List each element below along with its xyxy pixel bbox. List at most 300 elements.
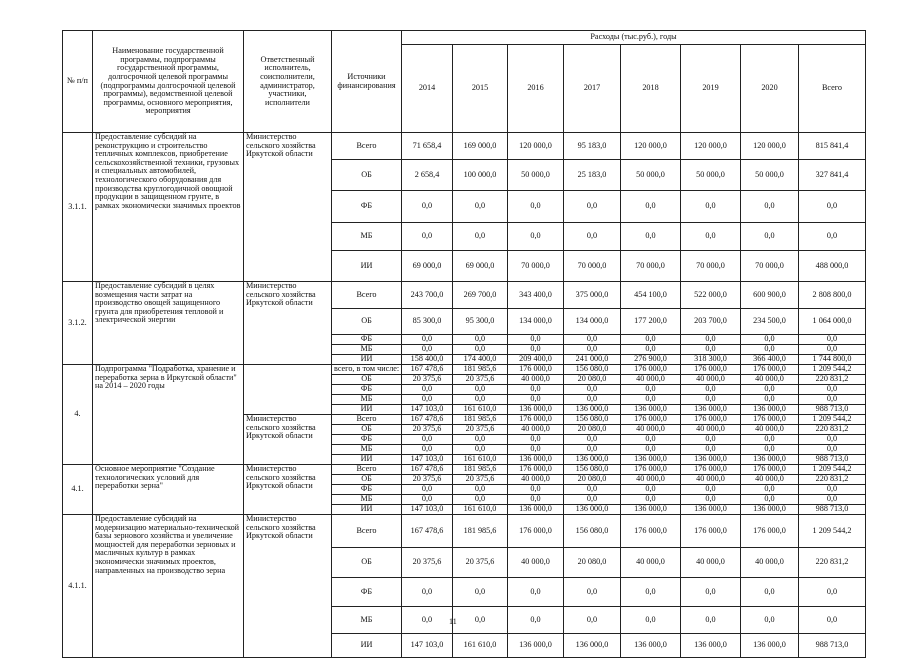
amount-cell: 0,0 — [681, 435, 741, 445]
amount-cell: 0,0 — [621, 607, 681, 634]
amount-cell: 40 000,0 — [741, 548, 799, 578]
amount-cell: 176 000,0 — [621, 365, 681, 375]
funding-source: ФБ — [332, 191, 402, 223]
funding-source: ФБ — [332, 435, 402, 445]
amount-cell: 40 000,0 — [508, 548, 564, 578]
funding-source: МБ — [332, 607, 402, 634]
amount-cell: 136 000,0 — [564, 405, 621, 415]
amount-cell: 241 000,0 — [564, 355, 621, 365]
amount-cell: 95 183,0 — [564, 133, 621, 160]
funding-source: ИИ — [332, 455, 402, 465]
funding-source: ИИ — [332, 251, 402, 282]
amount-cell: 0,0 — [402, 495, 453, 505]
amount-total: 0,0 — [799, 395, 866, 405]
header-year: 2020 — [741, 45, 799, 133]
amount-cell: 0,0 — [453, 345, 508, 355]
amount-cell: 136 000,0 — [681, 505, 741, 515]
header-year: 2014 — [402, 45, 453, 133]
header-year: 2016 — [508, 45, 564, 133]
funding-source: ОБ — [332, 375, 402, 385]
amount-total: 1 209 544,2 — [799, 465, 866, 475]
funding-source: ФБ — [332, 385, 402, 395]
amount-cell: 147 103,0 — [402, 634, 453, 658]
amount-cell: 120 000,0 — [621, 133, 681, 160]
amount-cell: 20 080,0 — [564, 475, 621, 485]
amount-total: 2 808 800,0 — [799, 282, 866, 309]
amount-cell: 0,0 — [741, 578, 799, 607]
funding-source: ИИ — [332, 355, 402, 365]
amount-cell: 0,0 — [508, 445, 564, 455]
amount-cell: 158 400,0 — [402, 355, 453, 365]
amount-cell: 70 000,0 — [508, 251, 564, 282]
amount-cell: 0,0 — [402, 607, 453, 634]
amount-cell: 0,0 — [741, 345, 799, 355]
amount-cell: 0,0 — [402, 395, 453, 405]
amount-cell: 0,0 — [453, 445, 508, 455]
amount-cell: 0,0 — [741, 385, 799, 395]
amount-cell: 40 000,0 — [508, 375, 564, 385]
amount-cell: 167 478,6 — [402, 465, 453, 475]
amount-cell: 0,0 — [508, 578, 564, 607]
amount-cell: 181 985,6 — [453, 415, 508, 425]
header-name: Наименование государственной программы, подпрограммы государственной программы, долгосрочной целевой программы (подпрограммы долгосрочной целевой программы), ведомственной целевой программы, основного мероприятия, мероприятия — [93, 31, 244, 133]
amount-cell: 176 000,0 — [508, 365, 564, 375]
amount-cell: 40 000,0 — [621, 375, 681, 385]
amount-cell: 0,0 — [402, 445, 453, 455]
amount-cell: 176 000,0 — [681, 415, 741, 425]
funding-source: ФБ — [332, 578, 402, 607]
amount-cell: 0,0 — [621, 435, 681, 445]
amount-cell: 71 658,4 — [402, 133, 453, 160]
funding-source: ФБ — [332, 335, 402, 345]
amount-cell: 0,0 — [741, 445, 799, 455]
amount-cell: 176 000,0 — [741, 515, 799, 548]
amount-cell: 134 000,0 — [564, 309, 621, 335]
amount-cell: 366 400,0 — [741, 355, 799, 365]
amount-cell: 0,0 — [741, 495, 799, 505]
amount-cell: 0,0 — [564, 578, 621, 607]
amount-cell: 40 000,0 — [681, 375, 741, 385]
header-num: № п/п — [63, 31, 93, 133]
amount-cell: 0,0 — [508, 435, 564, 445]
amount-cell: 136 000,0 — [621, 634, 681, 658]
amount-cell: 318 300,0 — [681, 355, 741, 365]
funding-source: ИИ — [332, 405, 402, 415]
amount-cell: 40 000,0 — [741, 375, 799, 385]
amount-cell: 0,0 — [453, 435, 508, 445]
amount-cell: 50 000,0 — [621, 160, 681, 191]
amount-cell: 0,0 — [508, 223, 564, 251]
header-row — [63, 31, 866, 45]
amount-total: 0,0 — [799, 223, 866, 251]
budget-table — [62, 30, 866, 658]
header-funding-source: Источники финансирования — [332, 31, 402, 133]
amount-cell: 161 610,0 — [453, 405, 508, 415]
item-description: Основное мероприятие "Создание технологических условий для переработки зерна" — [93, 465, 244, 515]
amount-total: 0,0 — [799, 495, 866, 505]
amount-cell: 0,0 — [621, 345, 681, 355]
header-year: 2017 — [564, 45, 621, 133]
amount-cell: 0,0 — [681, 495, 741, 505]
amount-cell: 0,0 — [681, 335, 741, 345]
amount-total: 988 713,0 — [799, 455, 866, 465]
table-row — [63, 282, 866, 309]
amount-cell: 0,0 — [402, 435, 453, 445]
amount-cell: 0,0 — [402, 578, 453, 607]
amount-cell: 0,0 — [621, 191, 681, 223]
amount-cell: 343 400,0 — [508, 282, 564, 309]
amount-cell: 136 000,0 — [741, 455, 799, 465]
amount-cell: 0,0 — [453, 223, 508, 251]
amount-cell: 176 000,0 — [741, 465, 799, 475]
amount-cell: 0,0 — [402, 345, 453, 355]
amount-cell: 0,0 — [402, 335, 453, 345]
amount-cell: 156 080,0 — [564, 415, 621, 425]
amount-cell: 0,0 — [453, 578, 508, 607]
amount-cell: 0,0 — [564, 345, 621, 355]
item-number: 4.1. — [63, 465, 93, 515]
amount-cell: 156 080,0 — [564, 365, 621, 375]
amount-total: 1 209 544,2 — [799, 515, 866, 548]
amount-cell: 136 000,0 — [564, 634, 621, 658]
amount-total: 488 000,0 — [799, 251, 866, 282]
amount-total: 0,0 — [799, 445, 866, 455]
amount-cell: 243 700,0 — [402, 282, 453, 309]
table-row — [63, 515, 866, 548]
amount-cell: 147 103,0 — [402, 505, 453, 515]
amount-cell: 176 000,0 — [508, 465, 564, 475]
amount-cell: 0,0 — [681, 578, 741, 607]
amount-cell: 136 000,0 — [621, 405, 681, 415]
funding-source: ОБ — [332, 548, 402, 578]
amount-cell: 136 000,0 — [681, 405, 741, 415]
amount-total: 220 831,2 — [799, 425, 866, 435]
amount-cell: 120 000,0 — [681, 133, 741, 160]
amount-cell: 234 500,0 — [741, 309, 799, 335]
amount-cell: 25 183,0 — [564, 160, 621, 191]
amount-cell: 0,0 — [741, 607, 799, 634]
amount-cell: 161 610,0 — [453, 455, 508, 465]
amount-cell: 176 000,0 — [621, 415, 681, 425]
item-description: Предоставление субсидий на модернизацию материально-технической базы зернового хозяйства и увеличение мощностей для переработки зерновых и масличных культур в рамках экономически значимых проектов, направленных на производство зерна — [93, 515, 244, 658]
amount-cell: 0,0 — [681, 485, 741, 495]
funding-source: ОБ — [332, 160, 402, 191]
funding-source: МБ — [332, 445, 402, 455]
amount-cell: 20 080,0 — [564, 548, 621, 578]
amount-total: 988 713,0 — [799, 405, 866, 415]
amount-cell: 0,0 — [564, 435, 621, 445]
amount-cell: 69 000,0 — [402, 251, 453, 282]
amount-cell: 0,0 — [621, 485, 681, 495]
amount-total: 1 209 544,2 — [799, 365, 866, 375]
amount-total: 0,0 — [799, 335, 866, 345]
item-executor: Министерство сельского хозяйства Иркутской области — [244, 515, 332, 658]
amount-cell: 0,0 — [621, 395, 681, 405]
amount-cell: 20 080,0 — [564, 375, 621, 385]
amount-cell: 176 000,0 — [508, 515, 564, 548]
amount-total: 1 064 000,0 — [799, 309, 866, 335]
amount-cell: 0,0 — [564, 191, 621, 223]
amount-cell: 0,0 — [453, 335, 508, 345]
amount-total: 0,0 — [799, 578, 866, 607]
funding-source: МБ — [332, 495, 402, 505]
funding-source: МБ — [332, 395, 402, 405]
amount-total: 815 841,4 — [799, 133, 866, 160]
amount-cell: 136 000,0 — [508, 505, 564, 515]
amount-cell: 40 000,0 — [508, 475, 564, 485]
funding-source: Всего — [332, 282, 402, 309]
amount-total: 1 209 544,2 — [799, 415, 866, 425]
amount-cell: 40 000,0 — [621, 425, 681, 435]
amount-cell: 0,0 — [621, 335, 681, 345]
amount-cell: 70 000,0 — [681, 251, 741, 282]
amount-cell: 40 000,0 — [621, 548, 681, 578]
item-executor: Министерство сельского хозяйства Иркутской области — [244, 415, 332, 465]
amount-cell: 20 375,6 — [453, 548, 508, 578]
funding-source: ИИ — [332, 634, 402, 658]
amount-cell: 69 000,0 — [453, 251, 508, 282]
amount-cell: 156 080,0 — [564, 515, 621, 548]
funding-source: ОБ — [332, 425, 402, 435]
amount-cell: 0,0 — [564, 445, 621, 455]
funding-source: ФБ — [332, 485, 402, 495]
header-year: 2018 — [621, 45, 681, 133]
amount-cell: 70 000,0 — [621, 251, 681, 282]
amount-cell: 167 478,6 — [402, 515, 453, 548]
amount-cell: 0,0 — [508, 345, 564, 355]
amount-cell: 0,0 — [681, 223, 741, 251]
amount-cell: 0,0 — [402, 485, 453, 495]
funding-source: ОБ — [332, 309, 402, 335]
amount-cell: 176 000,0 — [621, 465, 681, 475]
amount-cell: 40 000,0 — [681, 425, 741, 435]
amount-cell: 0,0 — [564, 335, 621, 345]
amount-cell: 0,0 — [508, 495, 564, 505]
amount-cell: 276 900,0 — [621, 355, 681, 365]
amount-cell: 0,0 — [621, 223, 681, 251]
amount-total: 220 831,2 — [799, 475, 866, 485]
amount-cell: 20 375,6 — [402, 548, 453, 578]
amount-cell: 40 000,0 — [741, 425, 799, 435]
amount-cell: 0,0 — [741, 485, 799, 495]
amount-cell: 2 658,4 — [402, 160, 453, 191]
amount-cell: 0,0 — [402, 385, 453, 395]
amount-total: 988 713,0 — [799, 505, 866, 515]
amount-cell: 0,0 — [681, 607, 741, 634]
amount-cell: 0,0 — [508, 191, 564, 223]
amount-cell: 176 000,0 — [741, 415, 799, 425]
amount-cell: 181 985,6 — [453, 465, 508, 475]
amount-cell: 136 000,0 — [741, 405, 799, 415]
amount-cell: 0,0 — [508, 485, 564, 495]
amount-cell: 176 000,0 — [681, 515, 741, 548]
amount-cell: 176 000,0 — [508, 415, 564, 425]
amount-cell: 0,0 — [681, 191, 741, 223]
amount-cell: 20 375,6 — [402, 375, 453, 385]
amount-cell: 134 000,0 — [508, 309, 564, 335]
amount-cell: 136 000,0 — [508, 634, 564, 658]
funding-source: ИИ — [332, 505, 402, 515]
item-number: 3.1.1. — [63, 133, 93, 282]
amount-cell: 20 375,6 — [453, 375, 508, 385]
item-executor: Министерство сельского хозяйства Иркутской области — [244, 133, 332, 282]
amount-total: 988 713,0 — [799, 634, 866, 658]
amount-cell: 0,0 — [681, 445, 741, 455]
amount-cell: 40 000,0 — [741, 475, 799, 485]
amount-total: 327 841,4 — [799, 160, 866, 191]
amount-cell: 95 300,0 — [453, 309, 508, 335]
amount-cell: 177 200,0 — [621, 309, 681, 335]
amount-cell: 522 000,0 — [681, 282, 741, 309]
amount-cell: 136 000,0 — [508, 405, 564, 415]
amount-cell: 161 610,0 — [453, 634, 508, 658]
amount-total: 220 831,2 — [799, 548, 866, 578]
amount-cell: 600 900,0 — [741, 282, 799, 309]
amount-cell: 167 478,6 — [402, 365, 453, 375]
amount-cell: 40 000,0 — [681, 475, 741, 485]
amount-cell: 0,0 — [453, 395, 508, 405]
amount-total: 220 831,2 — [799, 375, 866, 385]
amount-cell: 176 000,0 — [741, 365, 799, 375]
amount-cell: 136 000,0 — [681, 455, 741, 465]
amount-total: 0,0 — [799, 435, 866, 445]
amount-cell: 0,0 — [564, 223, 621, 251]
amount-cell: 50 000,0 — [741, 160, 799, 191]
amount-total: 0,0 — [799, 345, 866, 355]
amount-cell: 40 000,0 — [508, 425, 564, 435]
amount-cell: 20 375,6 — [402, 425, 453, 435]
amount-cell: 136 000,0 — [621, 505, 681, 515]
amount-cell: 0,0 — [621, 495, 681, 505]
amount-cell: 0,0 — [564, 485, 621, 495]
amount-total: 0,0 — [799, 191, 866, 223]
amount-cell: 0,0 — [741, 191, 799, 223]
item-number: 4. — [63, 365, 93, 465]
amount-cell: 120 000,0 — [741, 133, 799, 160]
amount-cell: 203 700,0 — [681, 309, 741, 335]
item-number: 4.1.1. — [63, 515, 93, 658]
item-description: Предоставление субсидий на реконструкцию и строительство тепличных комплексов, приобретение сельскохозяйственной техники, грузовых и специальных автомобилей, технологического оборудования для производства круглогодичной овощной продукции в защищенном грунте, в рамках экономически значимых проектов — [93, 133, 244, 282]
amount-cell: 136 000,0 — [564, 505, 621, 515]
funding-source: Всего — [332, 465, 402, 475]
amount-cell: 50 000,0 — [681, 160, 741, 191]
amount-cell: 20 375,6 — [453, 475, 508, 485]
amount-cell: 40 000,0 — [621, 475, 681, 485]
amount-cell: 0,0 — [681, 395, 741, 405]
amount-cell: 40 000,0 — [681, 548, 741, 578]
amount-cell: 0,0 — [564, 495, 621, 505]
amount-cell: 147 103,0 — [402, 405, 453, 415]
amount-cell: 136 000,0 — [681, 634, 741, 658]
item-executor — [244, 365, 332, 415]
item-executor: Министерство сельского хозяйства Иркутской области — [244, 282, 332, 365]
table-row — [63, 133, 866, 160]
amount-cell: 136 000,0 — [741, 505, 799, 515]
amount-cell: 85 300,0 — [402, 309, 453, 335]
header-expenses: Расходы (тыс.руб.), годы — [402, 31, 866, 45]
amount-cell: 0,0 — [564, 385, 621, 395]
amount-cell: 70 000,0 — [564, 251, 621, 282]
amount-cell: 0,0 — [453, 485, 508, 495]
amount-cell: 0,0 — [508, 395, 564, 405]
amount-cell: 136 000,0 — [508, 455, 564, 465]
amount-cell: 136 000,0 — [564, 455, 621, 465]
funding-source: Всего — [332, 415, 402, 425]
amount-cell: 0,0 — [453, 385, 508, 395]
amount-cell: 0,0 — [741, 395, 799, 405]
amount-cell: 454 100,0 — [621, 282, 681, 309]
amount-cell: 167 478,6 — [402, 415, 453, 425]
amount-cell: 181 985,6 — [453, 365, 508, 375]
amount-cell: 20 080,0 — [564, 425, 621, 435]
amount-cell: 0,0 — [741, 435, 799, 445]
amount-cell: 0,0 — [453, 607, 508, 634]
amount-cell: 169 000,0 — [453, 133, 508, 160]
amount-cell: 0,0 — [453, 495, 508, 505]
amount-cell: 120 000,0 — [508, 133, 564, 160]
amount-cell: 0,0 — [508, 607, 564, 634]
item-description: Предоставление субсидий в целях возмещения части затрат на производство овощей защищенного грунта для приобретения тепловой и электрической энергии — [93, 282, 244, 365]
amount-cell: 156 080,0 — [564, 465, 621, 475]
amount-cell: 176 000,0 — [681, 465, 741, 475]
table-row — [63, 465, 866, 475]
item-executor: Министерство сельского хозяйства Иркутской области — [244, 465, 332, 515]
amount-cell: 0,0 — [681, 345, 741, 355]
amount-cell: 161 610,0 — [453, 505, 508, 515]
amount-cell: 375 000,0 — [564, 282, 621, 309]
amount-cell: 176 000,0 — [621, 515, 681, 548]
amount-cell: 269 700,0 — [453, 282, 508, 309]
amount-cell: 0,0 — [621, 578, 681, 607]
table-row — [63, 365, 866, 375]
funding-source: ОБ — [332, 475, 402, 485]
funding-source: всего, в том числе: — [332, 365, 402, 375]
amount-cell: 0,0 — [564, 395, 621, 405]
funding-source: МБ — [332, 345, 402, 355]
amount-cell: 0,0 — [564, 607, 621, 634]
amount-cell: 0,0 — [508, 335, 564, 345]
header-total: Всего — [799, 45, 866, 133]
amount-cell: 50 000,0 — [508, 160, 564, 191]
amount-cell: 0,0 — [741, 335, 799, 345]
page-number: 11 — [449, 617, 457, 626]
amount-cell: 176 000,0 — [681, 365, 741, 375]
amount-cell: 174 400,0 — [453, 355, 508, 365]
amount-cell: 0,0 — [402, 191, 453, 223]
amount-cell: 20 375,6 — [402, 475, 453, 485]
amount-cell: 0,0 — [621, 385, 681, 395]
header-year: 2019 — [681, 45, 741, 133]
amount-total: 0,0 — [799, 607, 866, 634]
item-number: 3.1.2. — [63, 282, 93, 365]
item-description: Подпрограмма "Подработка, хранение и переработка зерна в Иркутской области" на 2014 – 2020 годы — [93, 365, 244, 465]
funding-source: МБ — [332, 223, 402, 251]
amount-cell: 136 000,0 — [741, 634, 799, 658]
amount-cell: 0,0 — [508, 385, 564, 395]
amount-total: 0,0 — [799, 385, 866, 395]
amount-cell: 70 000,0 — [741, 251, 799, 282]
amount-cell: 0,0 — [402, 223, 453, 251]
amount-cell: 20 375,6 — [453, 425, 508, 435]
header-year: 2015 — [453, 45, 508, 133]
amount-cell: 0,0 — [453, 191, 508, 223]
amount-total: 0,0 — [799, 485, 866, 495]
amount-total: 1 744 800,0 — [799, 355, 866, 365]
header-executor: Ответственный исполнитель, соисполнители, администратор, участники, исполнители — [244, 31, 332, 133]
amount-cell: 100 000,0 — [453, 160, 508, 191]
funding-source: Всего — [332, 515, 402, 548]
amount-cell: 136 000,0 — [621, 455, 681, 465]
